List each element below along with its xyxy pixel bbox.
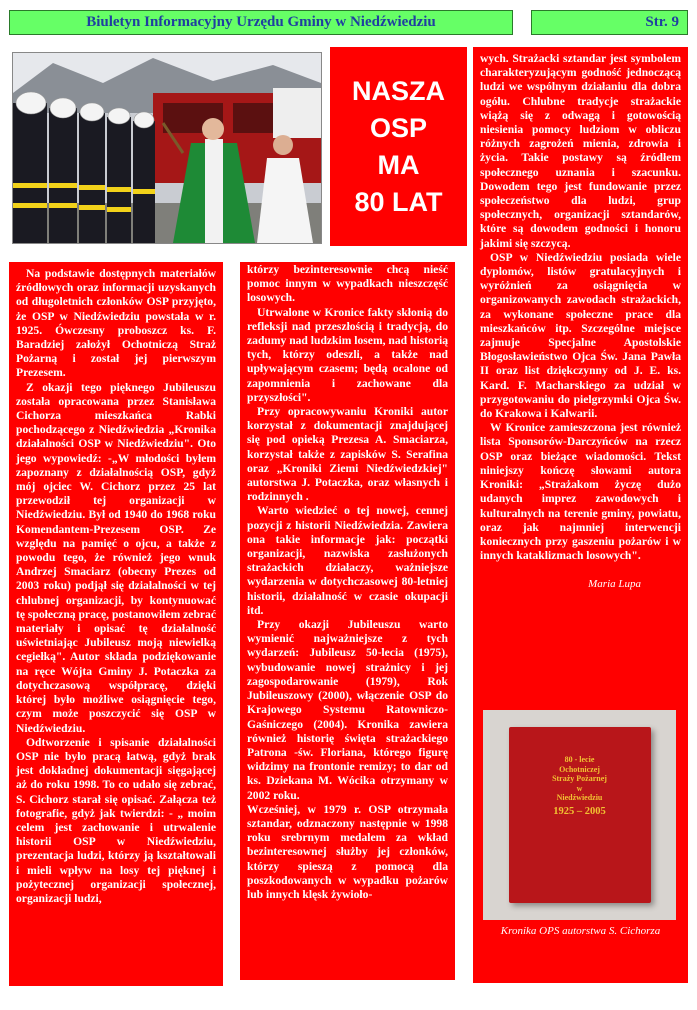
paragraph: Na podstawie dostępnych materiałów źródłowych oraz informacji uzyskanych od długoletnich członków OSP przyjęto, że OSP w Niedźwiedziu powstała w r. 1925. Ówczesny proboszcz ks. F. Baradziej założył Ochotniczą Straż Pożarną i został jej pierwszym Prezesem. <box>16 267 216 380</box>
article-column-3 <box>473 47 688 983</box>
paragraph: Przy okazji Jubileuszu warto wymienić najważniejsze z tych wydarzeń: Jubileusz 50-lecia (1975), wybudowanie nowej strażnicy i jej zagospodarowanie (1979), Rok Jubileuszowy (2000), włączenie OSP do Krajowego Systemu Ratowniczo-Gaśniczego (2004). Kronika zawiera również historię święta strażackiego Patrona -św. Floriana, którego figurę widzimy na frontonie remizy; to dar od ks. Dziekana M. Wócika otrzymany w 2002 roku. <box>247 618 448 802</box>
paragraph: Odtworzenie i spisanie działalności OSP nie było pracą łatwą, gdyż brak jest dokładnej dokumentacji sięgającej aż do roku 1998. To co udało się zebrać, S. Cichorz starał się opisać. Załącza też fotografie, gdyż jak twierdzi: - „ moim celem jest zachowanie i utrwalenie historii OSP w Niedźwiedziu, prezentacja ludzi, którzy ją kształtowali i mieli wpływ na losy tej pięknej i pożytecznej organizacji społecznej, organizacji ludzi, <box>16 735 216 905</box>
page-number: Str. 9 <box>531 10 688 35</box>
paragraph: Z okazji tego pięknego Jubileuszu została opracowana przez Stanisława Cichorza mieszkańca Rabki pochodzącego z Niedźwiedzia „Kronika działalności OSP w Niedźwiedziu". Oto jego wypowiedź: -„W młodości byłem zapoznany z działalnością OSP, gdyż mój ojciec W. Cichorz przez 25 lat przewodził tej organizacji w Niedźwiedziu. Był od 1940 do 1968 roku Komendantem-Prezesem OSP. Ze względu na pamięć o ojcu, a także z powodu tego, że również jego wnuk Andrzej Smaciarz (obecny Prezes od 2003 roku) podjął się działalności w tej chlubnej organizacji, by kontynuować tę społeczną pracę, postanowiłem zebrać materiały i opisać tę działalność uświetniając Jubileusz moją niewielką cegiełką". Autor składa podziękowanie na ręce Wójta Gminy J. Potaczka za dotychczasową współpracę, dzięki której było możliwe osiągnięcie tego, czym może poszczycić się OSP w Niedźwiedziu. <box>16 380 216 735</box>
book-title <box>525 755 635 816</box>
headline-line: OSP <box>369 112 428 143</box>
chronicle-book-photo <box>483 710 676 920</box>
book-title-line: 80 - lecie <box>564 755 595 764</box>
paragraph: OSP w Niedźwiedziu posiada wiele dyplomów, listów gratulacyjnych i wyróżnień za osiągnięcia w organizowanych zawodach strażackich, za wykonane społeczne prace dla mieszkańców itp. Szczególne miejsce zajmuje Specjalne Apostolskie Błogosławieństwo Ojca Św. Jana Pawła II oraz list dziękczynny od J. E. ks. Kard. F. Macharskiego za udział w przygotowaniu do pielgrzymki Ojca Św. do Krakowa i Kalwarii. <box>480 250 681 421</box>
paragraph: W Kronice zamieszczona jest również lista Sponsorów-Darczyńców na rzecz OSP oraz bieżące wiadomości. Tekst niniejszy kończę słowami autora Kroniki: „Strażakom życzę dużo udanych imprez zawodowych i kulturalnych na terenie gminy, powiatu, oraz jak najmniej interwencji koniecznych przy gaszeniu pożarów i w innych kataklizmach losowych". <box>480 421 681 563</box>
paragraph: wych. Strażacki sztandar jest symbolem charakteryzującym godność jednoczącą ludzi we wspólnym działaniu dla dobra ogółu. Chlubne tradycje strażackie wiążą się z odwagą i gotowością niesienia pomocy ludziom w obliczu różnych zagrożeń mienia, zdrowia i życia. Takie postawy są źródłem społecznego uznania i szacunku. Dowodem tego jest fundowanie przez społeczeństwo dla ludzi, grup społecznych, organizacji sztandarów, które są dowodem godności i honoru jakimi się szczycą. <box>480 52 681 250</box>
book-title-line: Niedźwiedziu <box>556 793 603 802</box>
firefighters-blessing-photo <box>12 52 322 244</box>
photo-caption: Kronika OPS autorstwa S. Cichorza <box>500 925 661 937</box>
paragraph: Utrwalone w Kronice fakty skłonią do refleksji nad przeszłością i tradycją, do zadumy nad ludzkim losem, nad historią tych, którzy odeszli, a także nad upływającym czasem; będą ocalone od zapomnienia i zachowane dla przyszłości". <box>247 305 448 404</box>
article-column-1 <box>9 262 223 986</box>
book-years: 1925 – 2005 <box>553 805 606 817</box>
paragraph: którzy bezinteresownie chcą nieść pomoc innym w wypadkach nieszczęść losowych. <box>247 263 448 305</box>
paragraph: Przy opracowywaniu Kroniki autor korzystał z dokumentacji znajdującej się pod opieką Prezesa A. Smaciarza, korzystał także z zapisków S. Serafina oraz „Kroniki Ziemi Niedźwiedzkiej" autorstwa J. Potaczka, oraz własnych i rodzinnych . <box>247 405 448 504</box>
book-title-line: Ochotniczej <box>559 764 600 774</box>
book-title-line: w <box>576 783 583 793</box>
book-cover <box>509 727 651 903</box>
headline-line: MA <box>377 149 420 180</box>
headline-line: 80 LAT <box>354 186 443 217</box>
author-signature: Maria Lupa <box>588 578 641 591</box>
headline <box>330 47 467 246</box>
headline-line: NASZA <box>352 75 445 106</box>
paragraph: Wcześniej, w 1979 r. OSP otrzymała sztandar, odznaczony następnie w 1998 roku srebrnym medalem za wkład bezinteresownej służby jej członków, którzy spieszą z pomocą dla poszkodowanych w wypadku pożarów lub innych klęsk żywioło- <box>247 802 448 901</box>
paragraph: Warto wiedzieć o tej nowej, cennej pozycji z historii Niedźwiedzia. Zawiera ona takie informacje jak: początki organizacji, nazwiska zasłużonych strażackich działaczy, ważniejsze wydarzenia w dotychczasowej 80-letniej historii, działalność w czasie okupacji itd. <box>247 504 448 617</box>
bulletin-title: Biuletyn Informacyjny Urzędu Gminy w Niedźwiedziu <box>9 10 513 35</box>
book-title-line: Straży Pożarnej <box>552 774 607 783</box>
article-column-2 <box>240 262 455 980</box>
